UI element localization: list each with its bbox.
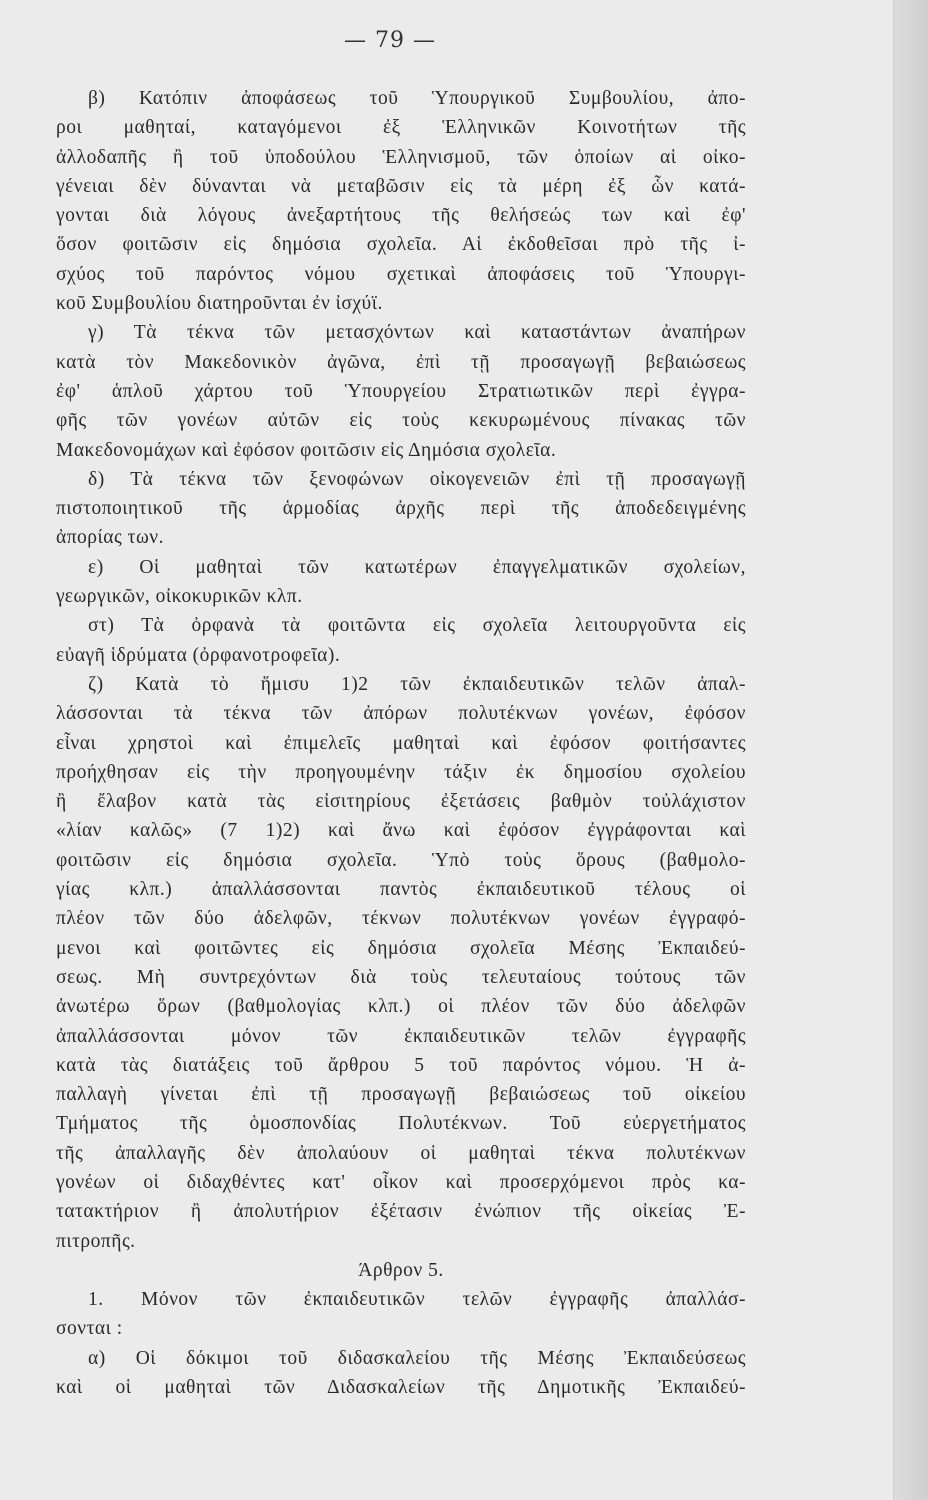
text-line: γονέων οἱ διδαχθέντες κατ' οἶκον καὶ προσερχόμενοι πρὸς κα- xyxy=(56,1171,746,1193)
text-line: Μακεδονομάχων καὶ ἐφόσον φοιτῶσιν εἰς Δημόσια σχολεῖα. xyxy=(56,439,557,461)
text-line: πλέον τῶν δύο ἀδελφῶν, τέκνων πολυτέκνων γονέων ἐγγραφό- xyxy=(56,908,746,930)
text-line: κοῦ Συμβουλίου διατηροῦνται ἐν ἰσχύϊ. xyxy=(56,293,383,315)
text-line: κατὰ τὸν Μακεδονικὸν ἀγῶνα, ἐπὶ τῇ προσαγωγῇ βεβαιώσεως xyxy=(56,351,746,373)
text-line: ὅσον φοιτῶσιν εἰς δημόσια σχολεῖα. Αἱ ἐκδοθεῖσαι πρὸ τῆς ἰ- xyxy=(56,234,746,256)
text-line: εἶναι χρηστοὶ καὶ ἐπιμελεῖς μαθηταὶ καὶ ἐφόσον φοιτήσαντες xyxy=(56,732,746,754)
text-line: γένειαι δὲν δύνανται νὰ μεταβῶσιν εἰς τὰ μέρη ἐξ ὧν κατά- xyxy=(56,175,746,197)
text-line: μενοι καὶ φοιτῶντες εἰς δημόσια σχολεῖα Μέσης Ἐκπαιδεύ- xyxy=(56,937,746,959)
text-line: γίας κλπ.) ἀπαλλάσσονται παντὸς ἐκπαιδευτικοῦ τέλους οἱ xyxy=(56,879,746,901)
text-line: «λίαν καλῶς» (7 1)2) καὶ ἄνω καὶ ἐφόσον ἐγγράφονται καὶ xyxy=(56,820,746,842)
text-line: τῆς ἀπαλλαγῆς δὲν ἀπολαύουν οἱ μαθηταὶ τέκνα πολυτέκνων xyxy=(56,1142,746,1164)
text-line: ἐφ' ἁπλοῦ χάρτου τοῦ Ὑπουργείου Στρατιωτικῶν περὶ ἐγγρα- xyxy=(56,380,746,402)
text-line: γεωργικῶν, οἰκοκυρικῶν κλπ. xyxy=(56,586,303,608)
text-line: 1. Μόνον τῶν ἐκπαιδευτικῶν τελῶν ἐγγραφῆς ἀπαλλάσ- xyxy=(88,1289,746,1311)
text-line: πιτροπῆς. xyxy=(56,1230,136,1252)
text-line: προήχθησαν εἰς τὴν προηγουμένην τάξιν ἐκ δημοσίου σχολείου xyxy=(56,761,746,783)
text-line: καὶ οἱ μαθηταὶ τῶν Διδασκαλείων τῆς Δημοτικῆς Ἐκπαιδεύ- xyxy=(56,1377,746,1399)
text-line: Τμήματος τῆς ὁμοσπονδίας Πολυτέκνων. Τοῦ εὐεργετήματος xyxy=(56,1113,746,1135)
text-line: δ) Τὰ τέκνα τῶν ξενοφώνων οἰκογενειῶν ἐπὶ τῇ προσαγωγῇ xyxy=(88,468,746,490)
text-line: κατὰ τὰς διατάξεις τοῦ ἄρθρου 5 τοῦ παρόντος νόμου. Ἡ ἀ- xyxy=(56,1054,746,1076)
text-line: στ) Τὰ ὀρφανὰ τὰ φοιτῶντα εἰς σχολεῖα λειτουργοῦντα εἰς xyxy=(88,615,746,637)
text-line: α) Οἱ δόκιμοι τοῦ διδασκαλείου τῆς Μέσης Ἐκπαιδεύσεως xyxy=(88,1347,746,1369)
text-line: φοιτῶσιν εἰς δημόσια σχολεῖα. Ὑπὸ τοὺς ὅρους (βαθμολο- xyxy=(56,849,746,871)
text-line: σχύος τοῦ παρόντος νόμου σχετικαὶ ἀποφάσεις τοῦ Ὑπουργι- xyxy=(56,263,746,285)
text-line: λάσσονται τὰ τέκνα τῶν ἀπόρων πολυτέκνων γονέων, ἐφόσον xyxy=(56,703,746,725)
body-text xyxy=(56,84,746,1402)
text-line: ροι μαθηταί, καταγόμενοι ἐξ Ἑλληνικῶν Κοινοτήτων τῆς xyxy=(56,117,746,139)
text-line: ἀνωτέρω ὅρων (βαθμολογίας κλπ.) οἱ πλέον τῶν δύο ἀδελφῶν xyxy=(56,996,746,1018)
text-line: γονται διὰ λόγους ἀνεξαρτήτους τῆς θελήσεώς των καὶ ἐφ' xyxy=(56,205,746,227)
text-line: τατακτήριον ἢ ἀπολυτήριον ἐξέτασιν ἐνώπιον τῆς οἰκείας Ἐ- xyxy=(56,1201,746,1223)
page-edge-shadow xyxy=(893,0,928,1500)
text-line: β) Κατόπιν ἀποφάσεως τοῦ Ὑπουργικοῦ Συμβουλίου, ἀπο- xyxy=(88,88,746,109)
text-line: εὐαγῆ ἱδρύματα (ὀρφανοτροφεῖα). xyxy=(56,644,341,666)
text-line: ἢ ἔλαβον κατὰ τὰς εἰσιτηρίους ἐξετάσεις βαθμὸν τοὐλάχιστον xyxy=(56,791,746,813)
page-number: — 79 — xyxy=(344,28,436,53)
text-line: φῆς τῶν γονέων αὐτῶν εἰς τοὺς κεκυρωμένους πίνακας τῶν xyxy=(56,410,746,432)
text-line: ἀπαλλάσσονται μόνον τῶν ἐκπαιδευτικῶν τελῶν ἐγγραφῆς xyxy=(56,1025,746,1047)
article-heading: Άρθρον 5. xyxy=(358,1259,444,1281)
text-line: ε) Οἱ μαθηταὶ τῶν κατωτέρων ἐπαγγελματικῶν σχολείων, xyxy=(88,556,746,578)
text-line: παλλαγὴ γίνεται ἐπὶ τῇ προσαγωγῇ βεβαιώσεως τοῦ οἰκείου xyxy=(56,1084,746,1106)
text-line: ἀπορίας των. xyxy=(56,527,164,549)
text-line: ἀλλοδαπῆς ἢ τοῦ ὑποδούλου Ἑλληνισμοῦ, τῶν ὁποίων αἱ οἰκο- xyxy=(56,146,746,168)
text-line: σονται : xyxy=(56,1318,123,1340)
text-line: γ) Τὰ τέκνα τῶν μετασχόντων καὶ καταστάντων ἀναπήρων xyxy=(88,322,746,344)
text-line: πιστοποιητικοῦ τῆς ἁρμοδίας ἀρχῆς περὶ τῆς ἀποδεδειγμένης xyxy=(56,498,746,520)
text-line: σεως. Μὴ συντρεχόντων διὰ τοὺς τελευταίους τούτους τῶν xyxy=(56,966,746,988)
text-line: ζ) Κατὰ τὸ ἥμισυ 1)2 τῶν ἐκπαιδευτικῶν τελῶν ἀπαλ- xyxy=(88,673,746,695)
